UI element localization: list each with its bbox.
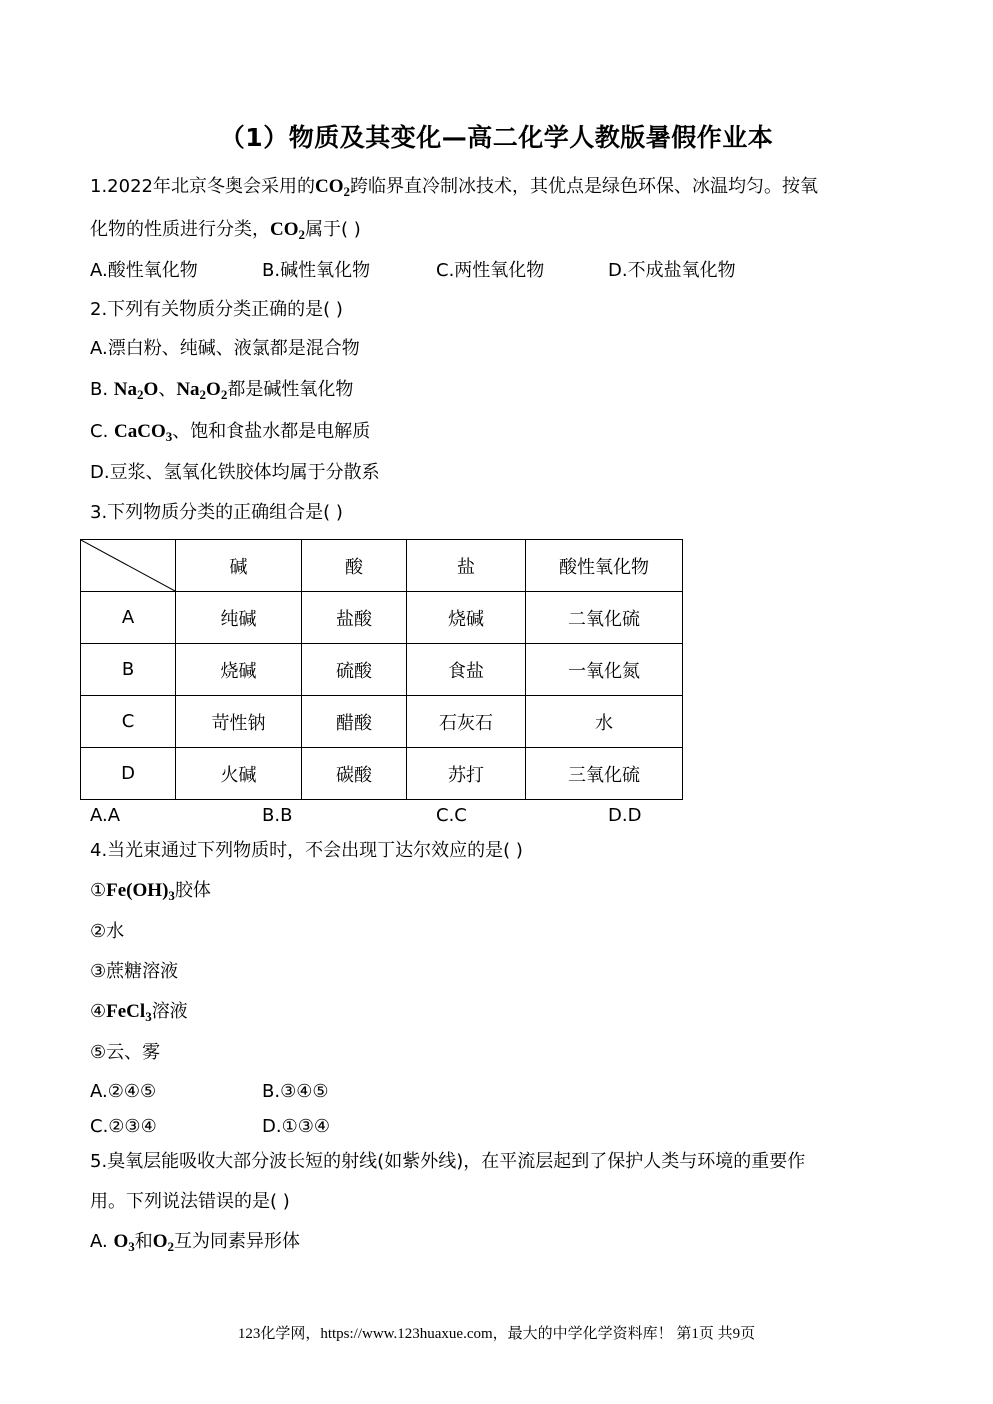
table-cell: 烧碱 (176, 644, 302, 696)
q4-item-3: ③蔗糖溶液 (90, 961, 179, 982)
q2-option-a: A.漂白粉、纯碱、液氯都是混合物 (90, 338, 360, 359)
table-cell: 石灰石 (407, 696, 526, 748)
q1-option-d: D.不成盐氧化物 (608, 260, 736, 281)
q5-stem-line2: 用。下列说法错误的是( ) (90, 1191, 290, 1212)
q1-stem-line2: 化物的性质进行分类，$CO_2$属于( ) (90, 219, 361, 242)
q3-option-b: B.B (262, 805, 293, 826)
q4-item-2: ②水 (90, 921, 125, 942)
table-header-cell: 盐 (407, 540, 526, 592)
classification-table (80, 539, 683, 800)
table-cell: 三氧化硫 (526, 748, 683, 800)
row-label: D (81, 748, 176, 800)
q3-stem: 3.下列物质分类的正确组合是( ) (90, 502, 343, 523)
table-cell: 盐酸 (302, 592, 407, 644)
o2-formula: $O_2$ (152, 1231, 175, 1254)
table-cell: 碳酸 (302, 748, 407, 800)
table-row (81, 592, 683, 644)
q1-option-c: C.两性氧化物 (436, 260, 545, 281)
co2-formula: $CO_2$ (270, 219, 305, 242)
table-header-cell: 酸性氧化物 (526, 540, 683, 592)
diagonal-line (81, 540, 175, 591)
q3-option-c: C.C (436, 805, 467, 826)
table-header-cell: 酸 (302, 540, 407, 592)
diagonal-corner-cell (81, 540, 176, 592)
q1-option-b: B.碱性氧化物 (262, 260, 371, 281)
row-label: C (81, 696, 176, 748)
co2-formula: $CO_2$ (314, 176, 350, 199)
na2o-formula: $Na_2O$ (113, 379, 159, 402)
q4-item-4: ④FeCl$_3$溶液 (90, 1001, 188, 1024)
q3-option-a: A.A (90, 805, 121, 826)
table-cell: 苛性钠 (176, 696, 302, 748)
table-cell: 硫酸 (302, 644, 407, 696)
page-footer: 123化学网，https://www.123huaxue.com，最大的中学化学资料库！ 第1页 共9页 (237, 1326, 756, 1342)
table-cell: 二氧化硫 (526, 592, 683, 644)
table-cell: 烧碱 (407, 592, 526, 644)
table-cell: 醋酸 (302, 696, 407, 748)
q1-stem-line1: 1.2022年北京冬奥会采用的$CO_2$跨临界直冷制冰技术，其优点是绿色环保、冰温均匀。按氧 (90, 176, 818, 199)
table-cell: 纯碱 (176, 592, 302, 644)
table-cell: 火碱 (176, 748, 302, 800)
q5-option-a: A. $O_3$和$O_2$互为同素异形体 (90, 1231, 301, 1254)
o3-formula: $O_3$ (113, 1231, 135, 1254)
table-row (81, 748, 683, 800)
page-title: （1）物质及其变化—高二化学人教版暑假作业本 (219, 123, 774, 152)
caco3-formula: CaCO$_3$ (114, 421, 173, 444)
q2-option-b: B. $Na_2O$、$Na_2O_2$都是碱性氧化物 (90, 379, 354, 402)
q2-option-c: C. CaCO$_3$、饱和食盐水都是电解质 (90, 421, 371, 444)
q4-item-5: ⑤云、雾 (90, 1042, 161, 1063)
q4-option-a: A.②④⑤ (90, 1081, 157, 1102)
q4-option-b: B.③④⑤ (262, 1081, 329, 1102)
na2o2-formula: $Na_2O_2$ (176, 379, 228, 402)
q1-option-a: A.酸性氧化物 (90, 260, 198, 281)
fe-oh-3-formula: $Fe(OH)_3$ (106, 880, 175, 903)
q5-stem-line1: 5.臭氧层能吸收大部分波长短的射线(如紫外线)，在平流层起到了保护人类与环境的重要作 (90, 1151, 806, 1172)
table-cell: 水 (526, 696, 683, 748)
q2-option-d: D.豆浆、氢氧化铁胶体均属于分散系 (90, 462, 380, 483)
q4-item-1: $①Fe(OH)_3$胶体 (90, 880, 211, 903)
q4-option-d: D.①③④ (262, 1116, 330, 1137)
q4-stem: 4.当光束通过下列物质时，不会出现丁达尔效应的是( ) (90, 840, 523, 861)
table-row (81, 644, 683, 696)
fecl3-formula: FeCl$_3$ (106, 1001, 152, 1024)
table-cell: 苏打 (407, 748, 526, 800)
table-header-cell: 碱 (176, 540, 302, 592)
table-header-row (81, 540, 683, 592)
row-label: B (81, 644, 176, 696)
q3-option-d: D.D (608, 805, 642, 826)
table-cell: 一氧化氮 (526, 644, 683, 696)
row-label: A (81, 592, 176, 644)
table-row (81, 696, 683, 748)
q4-option-c: C.②③④ (90, 1116, 157, 1137)
table-cell: 食盐 (407, 644, 526, 696)
q2-stem: 2.下列有关物质分类正确的是( ) (90, 299, 343, 320)
